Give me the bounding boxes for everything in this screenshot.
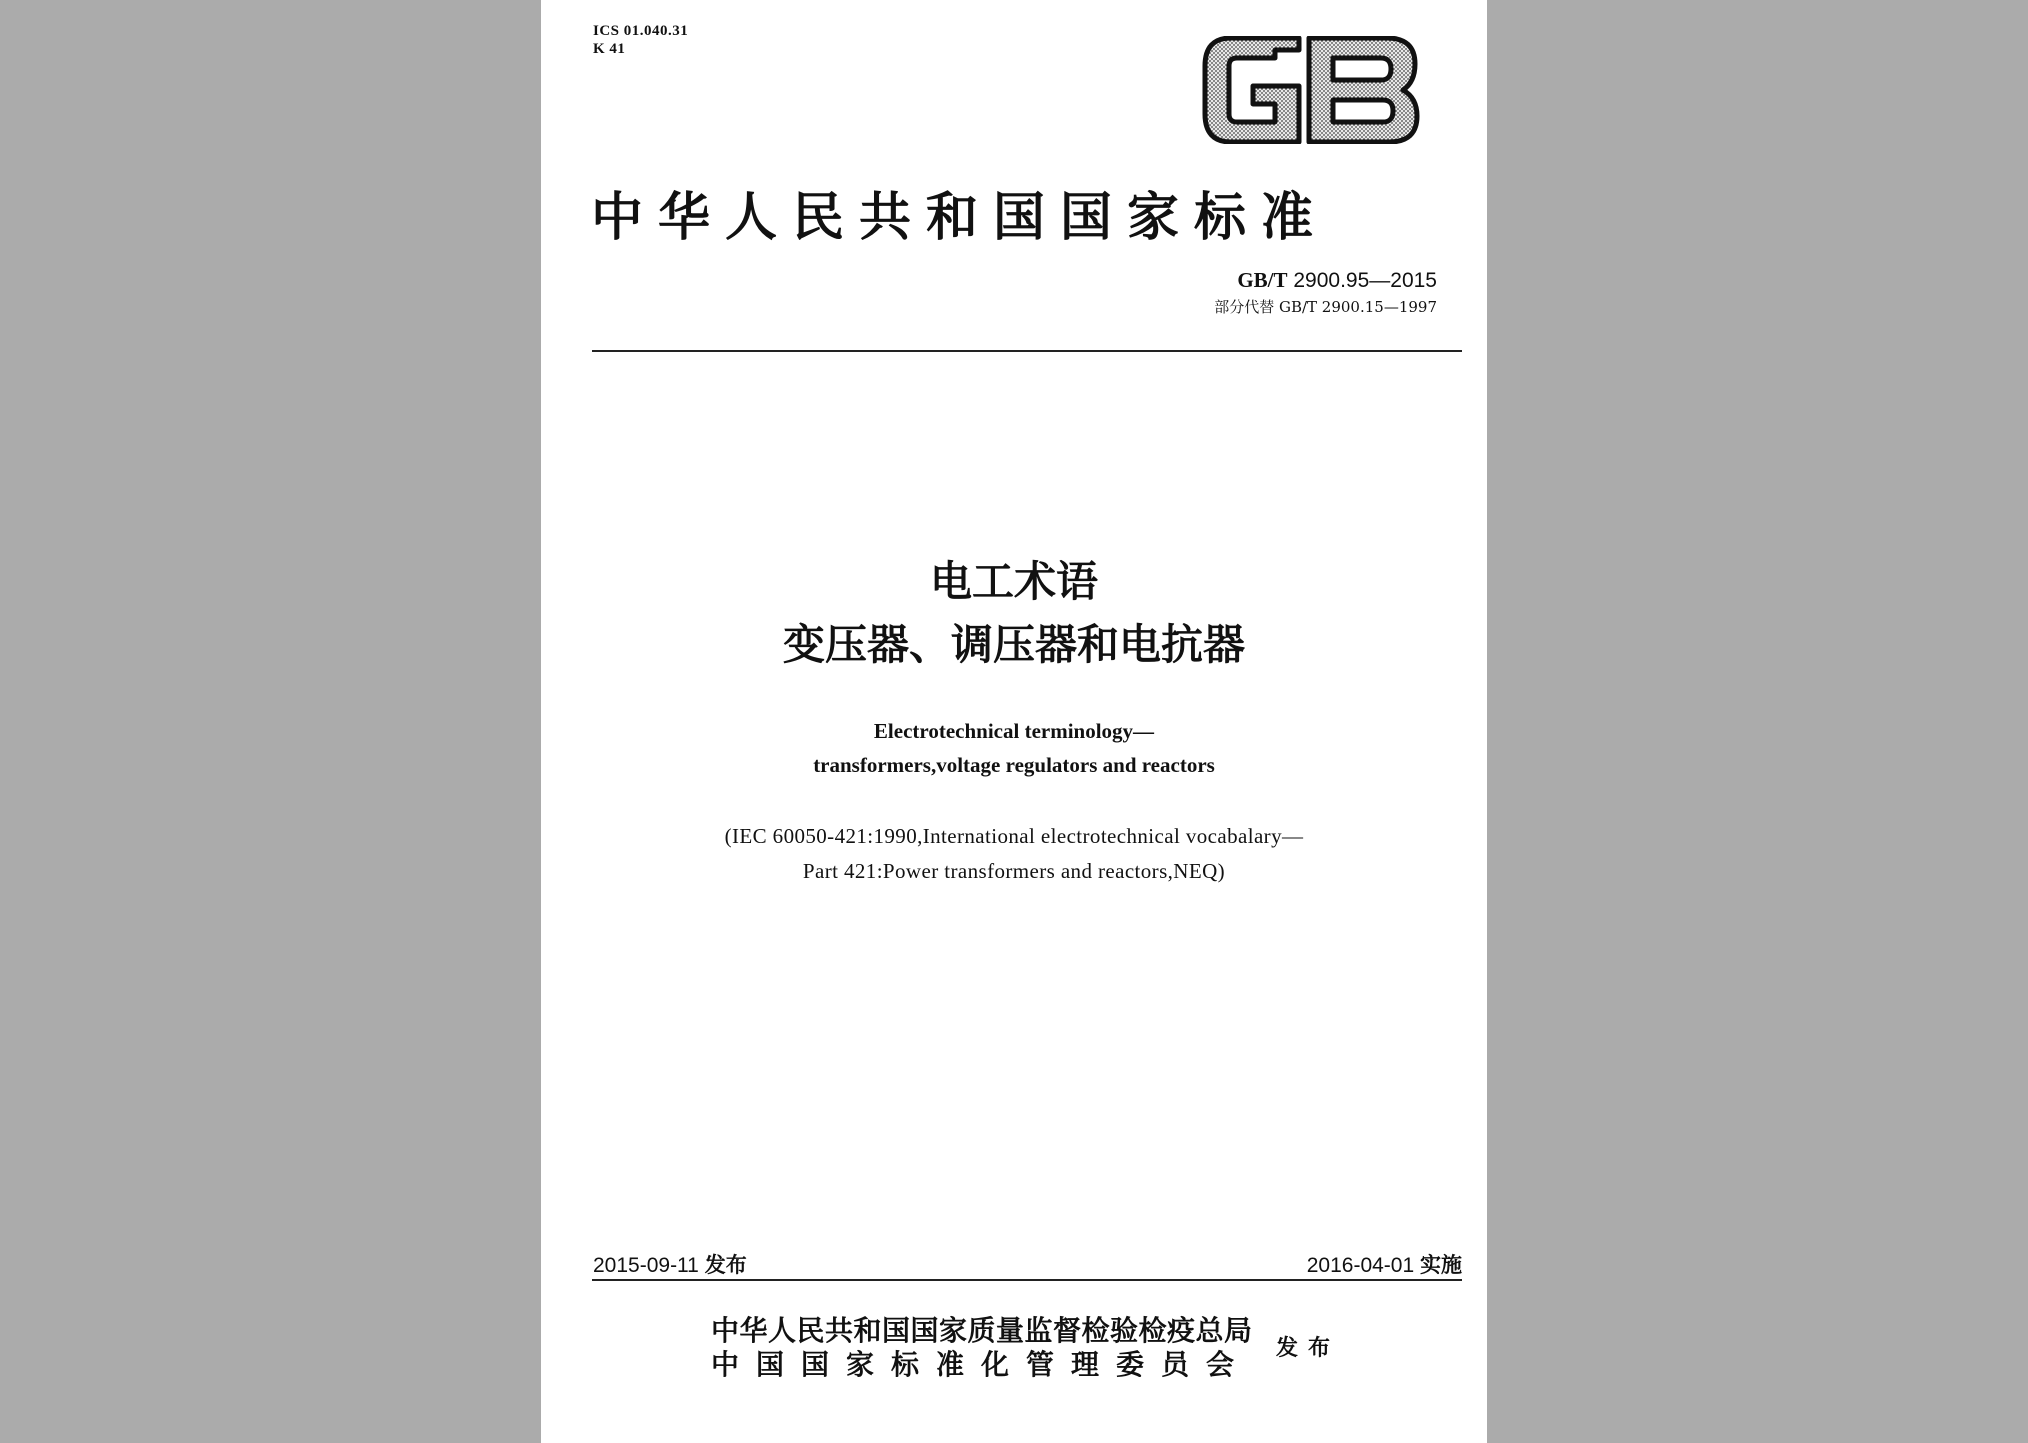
implement-date-label: 实施 bbox=[1420, 1253, 1462, 1277]
issue-date-value: 2015-09-11 bbox=[593, 1254, 699, 1277]
gb-logo bbox=[1201, 36, 1421, 144]
issue-date-label: 发布 bbox=[704, 1253, 747, 1277]
iec-reference-line1: (IEC 60050-421:1990,International electrotechnical vocabalary— bbox=[724, 824, 1304, 848]
replaces-note: 部分代替 GB/T 2900.15—1997 bbox=[1214, 298, 1437, 316]
standard-prefix: GB/T bbox=[1237, 268, 1288, 292]
document-page bbox=[541, 0, 1487, 1443]
ics-code: ICS 01.040.31 bbox=[593, 23, 689, 39]
issuer-line1: 中华人民共和国国家质量监督检验检疫总局 bbox=[711, 1314, 1253, 1347]
bottom-divider bbox=[592, 1279, 1462, 1281]
implement-date-value: 2016-04-01 bbox=[1306, 1254, 1415, 1277]
gb-logo-letters bbox=[1205, 38, 1417, 142]
ccs-code: K 41 bbox=[593, 41, 626, 57]
en-title-line1: Electrotechnical terminology— bbox=[873, 719, 1155, 743]
issuer-line2: 中国国家标准化管理委员会 bbox=[711, 1348, 1252, 1381]
implement-date bbox=[1307, 1249, 1462, 1279]
standard-number bbox=[1237, 268, 1437, 293]
en-title-line2: transformers,voltage regulators and reactors bbox=[813, 753, 1215, 777]
top-divider bbox=[592, 350, 1462, 352]
issue-date bbox=[593, 1249, 747, 1279]
cn-title-line2: 变压器、调压器和电抗器 bbox=[782, 620, 1245, 669]
publish-label: 发布 bbox=[1276, 1336, 1341, 1361]
classification-codes bbox=[593, 22, 688, 58]
standard-code: 2900.95—2015 bbox=[1293, 269, 1437, 292]
cn-title-line1: 电工术语 bbox=[929, 557, 1098, 606]
national-standard-banner: 中华人民共和国国家标准 bbox=[591, 187, 1329, 248]
iec-reference-line2: Part 421:Power transformers and reactors,NEQ) bbox=[802, 859, 1226, 883]
